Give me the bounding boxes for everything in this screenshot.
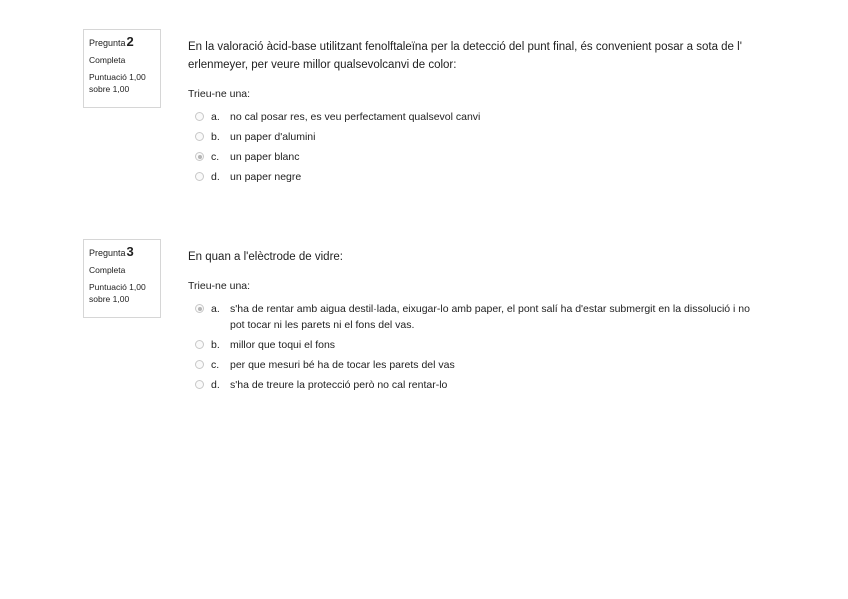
radio-icon[interactable] [195,380,204,389]
option-text: s'ha de treure la protecció però no cal rentar-lo [230,379,448,391]
question-state: Completa [89,265,126,275]
option-text: un paper blanc [230,151,300,163]
answer-prompt: Trieu-ne una: [188,88,251,100]
option-text: s'ha de rentar amb aigua destil·lada, eixugar-lo amb paper, el pont salí ha d'estar submergit en la dissolució i no pot tocar ni les parets ni el fons del vas. [230,303,750,331]
option-letter: b. [211,339,220,351]
option-letter: a. [211,303,220,315]
radio-checked-icon[interactable] [195,304,204,313]
option-text: un paper negre [230,171,302,183]
question-grade: Puntuació 1,00 sobre 1,00 [89,72,146,94]
answer-option-b[interactable] [188,129,758,145]
question-number-value: 2 [126,34,134,49]
option-text: millor que toqui el fons [230,339,336,351]
radio-icon[interactable] [195,360,204,369]
option-letter: d. [211,379,220,391]
option-text: un paper d'alumini [230,131,316,143]
question-state: Completa [89,55,126,65]
question-text: En quan a l'elèctrode de vidre: [188,251,343,263]
answer-option-a[interactable] [188,109,758,125]
question-number-value: 3 [126,244,134,259]
question-label: Pregunta [89,248,126,258]
radio-checked-icon[interactable] [195,152,204,161]
question-content [188,29,758,189]
answer-options [188,301,758,393]
question-content [188,239,758,397]
answer-option-a[interactable] [188,301,758,333]
question-number [89,35,155,50]
radio-icon[interactable] [195,172,204,181]
option-text: no cal posar res, es veu perfectament qualsevol canvi [230,111,481,123]
option-letter: c. [211,151,220,163]
question-info-box [83,239,161,318]
question-info-box [83,29,161,108]
answer-prompt: Trieu-ne una: [188,280,251,292]
radio-icon[interactable] [195,132,204,141]
option-letter: c. [211,359,220,371]
answer-option-d[interactable] [188,377,758,393]
answer-option-c[interactable] [188,149,758,165]
question-number [89,245,155,260]
question-text: En la valoració àcid-base utilitzant fenolftaleïna per la detecció del punt final, és convenient posar a sota de l' erlenmeyer, per veure millor qualsevolcanvi de color: [188,41,742,71]
answer-option-b[interactable] [188,337,758,353]
option-letter: b. [211,131,220,143]
question-grade: Puntuació 1,00 sobre 1,00 [89,282,146,304]
option-text: per que mesuri bé ha de tocar les parets del vas [230,359,455,371]
answer-options [188,109,758,185]
answer-option-d[interactable] [188,169,758,185]
answer-option-c[interactable] [188,357,758,373]
radio-icon[interactable] [195,112,204,121]
question-label: Pregunta [89,38,126,48]
radio-icon[interactable] [195,340,204,349]
option-letter: d. [211,171,220,183]
option-letter: a. [211,111,220,123]
